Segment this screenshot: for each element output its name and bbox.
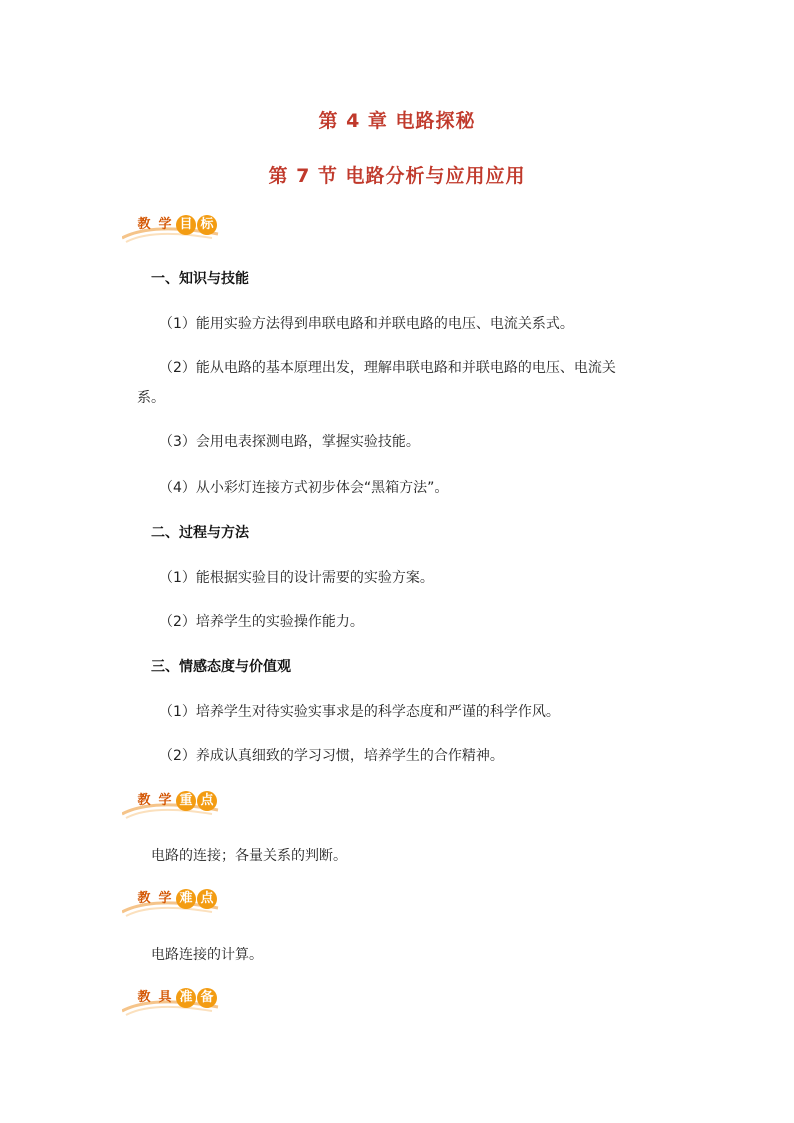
process-heading: 二、过程与方法 — [151, 525, 249, 541]
knowledge-heading: 一、知识与技能 — [151, 271, 249, 287]
objectives-badge — [122, 214, 232, 244]
badge-char: 点 — [197, 889, 217, 909]
badge-char: 教 — [137, 990, 151, 1005]
knowledge-item-1: （1）能用实验方法得到串联电路和并联电路的电压、电流关系式。 — [159, 316, 574, 332]
key-points-badge — [122, 790, 232, 820]
attitude-item-2: （2）养成认真细致的学习习惯，培养学生的合作精神。 — [159, 748, 504, 764]
difficulties-badge — [122, 888, 232, 918]
badge-char: 准 — [176, 988, 196, 1008]
key-points-text: 电路的连接；各量关系的判断。 — [151, 848, 347, 864]
knowledge-item-2-cont: 系。 — [137, 390, 165, 406]
badge-char: 标 — [197, 215, 217, 235]
process-item-1: （1）能根据实验目的设计需要的实验方案。 — [159, 570, 434, 586]
badge-char: 目 — [176, 215, 196, 235]
section-title: 第 7 节 电路分析与应用应用 — [268, 165, 526, 187]
knowledge-item-3: （3）会用电表探测电路，掌握实验技能。 — [159, 434, 420, 450]
knowledge-item-4: （4）从小彩灯连接方式初步体会“黑箱方法”。 — [159, 480, 449, 496]
badge-char: 学 — [158, 217, 172, 232]
badge-char: 点 — [197, 791, 217, 811]
knowledge-item-2: （2）能从电路的基本原理出发，理解串联电路和并联电路的电压、电流关 — [159, 360, 616, 376]
preparation-badge — [122, 987, 232, 1017]
badge-char: 教 — [137, 217, 151, 232]
badge-char: 重 — [176, 791, 196, 811]
badge-char: 教 — [137, 793, 151, 808]
badge-char: 学 — [158, 891, 172, 906]
badge-char: 学 — [158, 793, 172, 808]
difficulties-text: 电路连接的计算。 — [151, 947, 263, 963]
chapter-title: 第 4 章 电路探秘 — [318, 110, 476, 132]
attitude-item-1: （1）培养学生对待实验实事求是的科学态度和严谨的科学作风。 — [159, 704, 560, 720]
badge-char: 难 — [176, 889, 196, 909]
badge-char: 备 — [197, 988, 217, 1008]
process-item-2: （2）培养学生的实验操作能力。 — [159, 614, 364, 630]
badge-char: 具 — [158, 990, 172, 1005]
attitude-heading: 三、情感态度与价值观 — [151, 659, 291, 675]
badge-char: 教 — [137, 891, 151, 906]
